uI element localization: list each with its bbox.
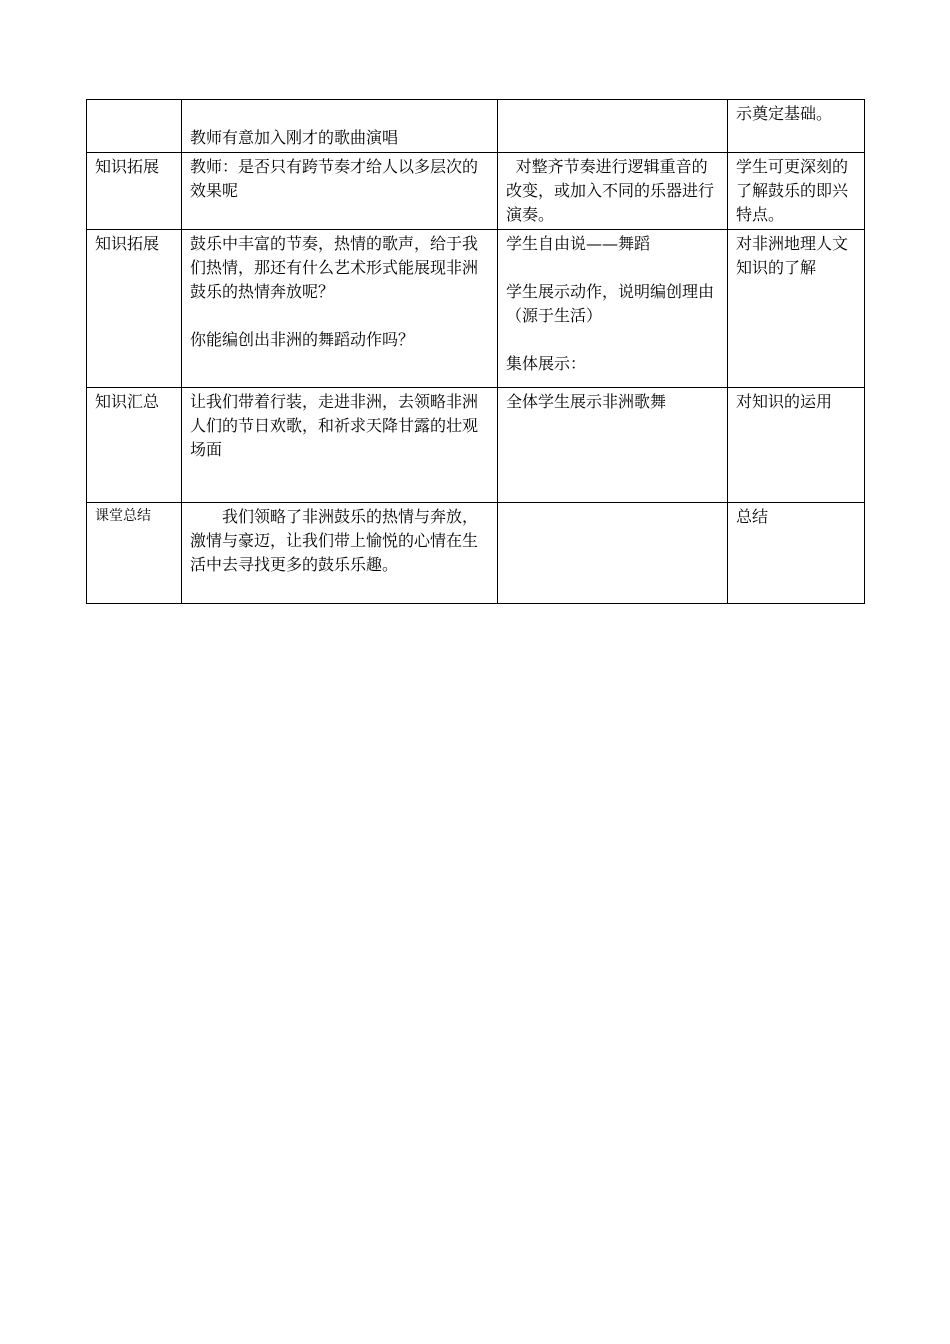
teacher-activity-cell	[182, 503, 498, 604]
teacher-text: 我们领略了非洲鼓乐的热情与奔放，激情与豪迈，让我们带上愉悦的心情在生活中去寻找更多的鼓乐乐趣。	[190, 507, 479, 574]
teacher-text: 教师：是否只有跨节奏才给人以多层次的效果呢	[190, 157, 479, 200]
student-text: 学生展示动作，说明编创理由（源于生活）	[506, 282, 715, 325]
document-page	[86, 99, 864, 604]
stage-cell: 知识拓展	[87, 230, 182, 388]
intent-text: 对知识的运用	[736, 392, 833, 411]
teacher-text: 你能编创出非洲的舞蹈动作吗？	[190, 330, 415, 349]
student-text: 集体展示：	[506, 354, 587, 373]
design-intent-cell	[728, 100, 865, 153]
table-row	[87, 230, 865, 388]
design-intent-cell	[728, 153, 865, 230]
student-activity-cell	[498, 153, 728, 230]
teacher-text: 教师有意加入刚才的歌曲演唱	[190, 128, 399, 147]
table-row	[87, 503, 865, 604]
student-activity-cell	[498, 503, 728, 604]
table-row	[87, 100, 865, 153]
table-row	[87, 153, 865, 230]
design-intent-cell	[728, 503, 865, 604]
lesson-plan-table	[86, 99, 865, 604]
student-text: 全体学生展示非洲歌舞	[506, 392, 667, 411]
table-row	[87, 388, 865, 503]
design-intent-cell	[728, 388, 865, 503]
teacher-activity-cell	[182, 153, 498, 230]
stage-cell: 知识汇总	[87, 388, 182, 503]
teacher-activity-cell	[182, 100, 498, 153]
stage-cell: 知识拓展	[87, 153, 182, 230]
intent-text: 对非洲地理人文知识的了解	[736, 234, 849, 277]
design-intent-cell	[728, 230, 865, 388]
student-text: 学生自由说——舞蹈	[506, 234, 651, 253]
stage-cell: 课堂总结	[87, 503, 182, 604]
student-text: 对整齐节奏进行逻辑重音的改变，或加入不同的乐器进行演奏。	[506, 157, 715, 224]
teacher-activity-cell	[182, 388, 498, 503]
teacher-text: 鼓乐中丰富的节奏，热情的歌声，给于我们热情，那还有什么艺术形式能展现非洲鼓乐的热情奔放呢？	[190, 234, 479, 301]
student-activity-cell	[498, 230, 728, 388]
stage-cell	[87, 100, 182, 153]
intent-text: 示奠定基础。	[736, 104, 833, 123]
teacher-activity-cell	[182, 230, 498, 388]
intent-text: 总结	[736, 507, 769, 526]
student-activity-cell	[498, 388, 728, 503]
student-activity-cell	[498, 100, 728, 153]
teacher-text: 让我们带着行装，走进非洲，去领略非洲人们的节日欢歌，和祈求天降甘露的壮观场面	[190, 392, 479, 459]
intent-text: 学生可更深刻的了解鼓乐的即兴特点。	[736, 157, 849, 224]
